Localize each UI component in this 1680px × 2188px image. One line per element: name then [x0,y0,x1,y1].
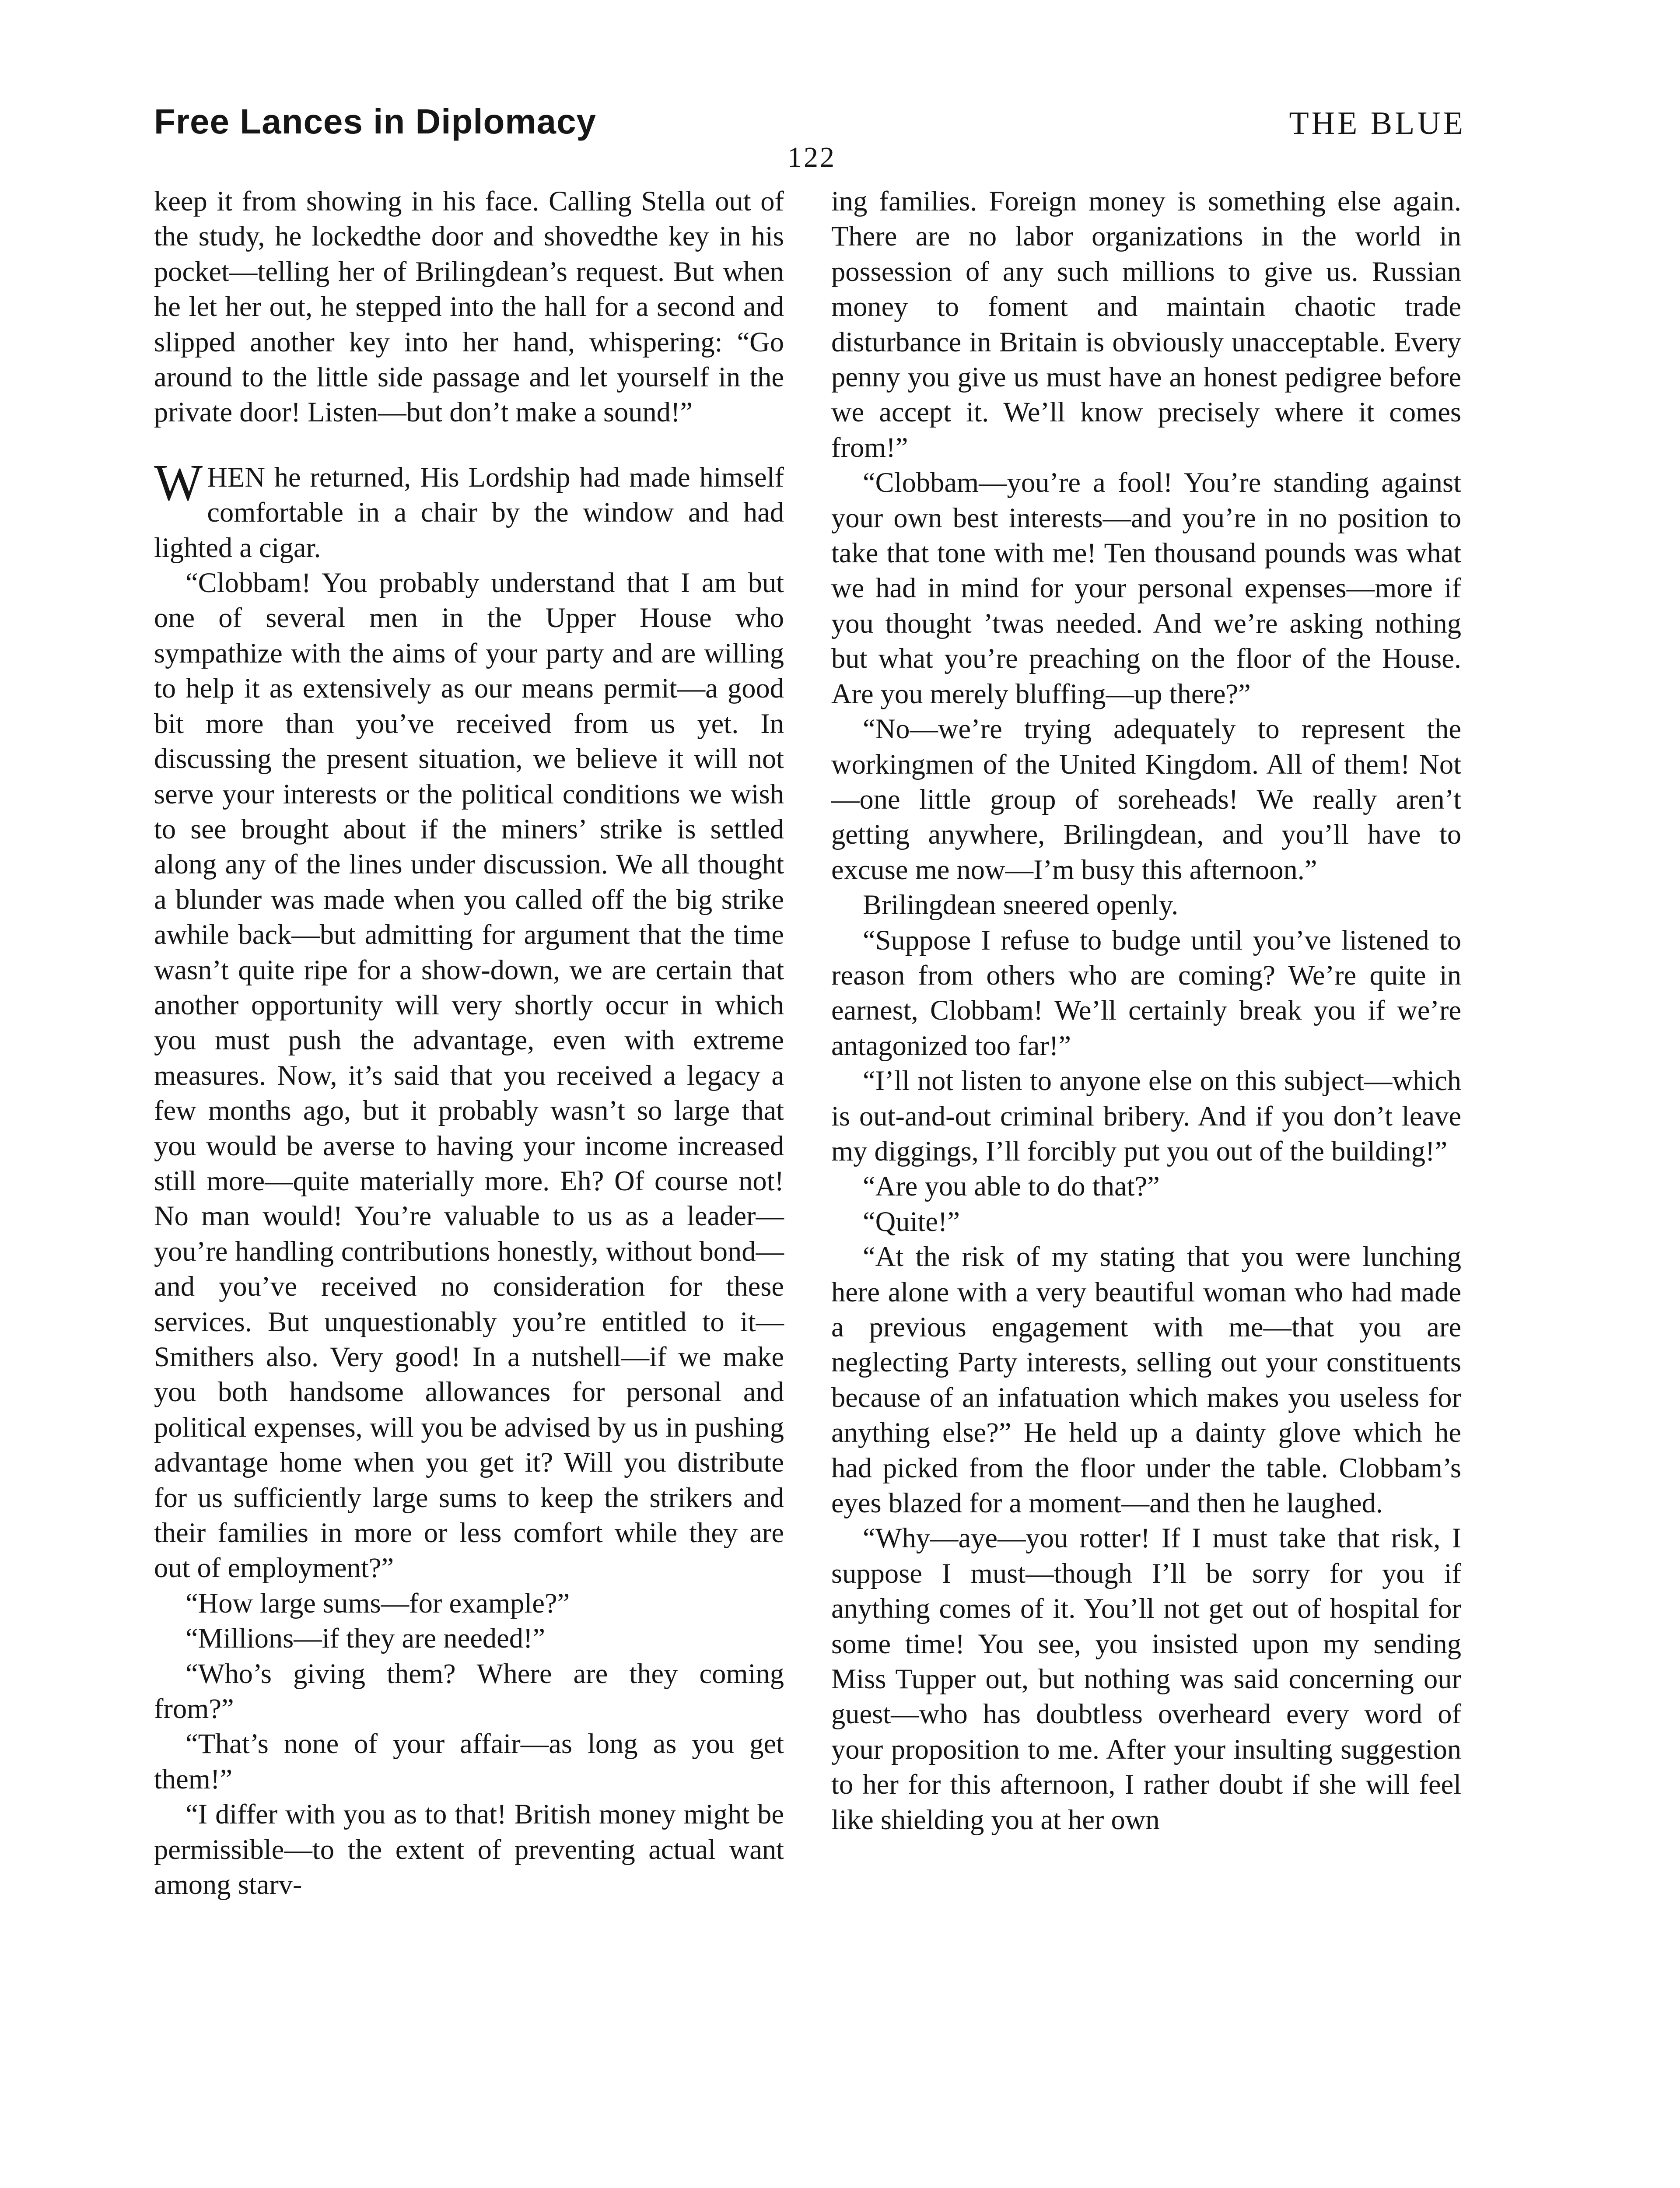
page-number: 122 [788,141,836,173]
right-column [831,184,1461,1837]
left-column [154,184,784,1903]
paragraph: “I’ll not listen to anyone else on this subject—which is out-and-out criminal bribery. And if you don’t leave my diggings, I’ll forcibly put you out of the building!” [831,1065,1461,1167]
paragraph: “That’s none of your affair—as long as you get them!” [154,1728,784,1795]
paragraph: Brilingdean sneered openly. [863,889,1179,921]
paragraph: “At the risk of my stating that you were lunching here alone with a very beautiful woman who had made a previous engagement with me—that you are neglecting Party interests, selling out your constituents because of an infatuation which makes you useless for anything else?” He held up a dainty glove which he had picked from the floor under the table. Clobbam’s eyes blazed for a moment—and then he laughed. [831,1241,1461,1519]
drop-cap: W [154,453,203,511]
paragraph: “Are you able to do that?” [863,1171,1160,1202]
paragraph: “How large sums—for example?” [186,1587,570,1619]
section-paragraph [154,453,784,565]
paragraph: keep it from showing in his face. Calling Stella out of the study, he lockedthe door and shovedthe key in his pocket—telling her of Brilingdean’s request. But when he let her out, he stepped into the hall for a second and slipped another key into her hand, whispering: “Go around to the little side passage and let yourself in the private door! Listen—but don’t make a sound!” [154,186,784,428]
paragraph: “Who’s giving them? Where are they coming from?” [154,1658,784,1725]
paragraph: “Suppose I refuse to budge until you’ve listened to reason from others who are coming? We’re quite in earnest, Clobbam! We’ll certainly break you if we’re antagonized too far!” [831,924,1461,1061]
paragraph: “Millions—if they are needed!” [186,1623,546,1654]
story-title: Free Lances in Diplomacy [154,102,597,141]
paragraph: “Clobbam—you’re a fool! You’re standing against your own best interests—and you’re in no position to take that tone with me! Ten thousand pounds was what we had in mind for your personal expenses—more if you thought ’twas needed. And we’re asking nothing but what you’re preaching on the floor of the House. Are you merely bluffing—up there?” [831,467,1461,709]
paragraph: “Quite!” [863,1206,960,1237]
paragraph-text: HEN he returned, His Lordship had made himself comfortable in a chair by the window and had lighted a cigar. [154,461,784,563]
paragraph: ing families. Foreign money is something else again. There are no labor organizations in the world in possession of any such millions to give us. Russian money to foment and maintain chaotic trade disturbance in Britain is obviously unacceptable. Every penny you give us must have an honest pedigree before we accept it. We’ll know precisely where it comes from!” [831,186,1461,463]
magazine-name: THE BLUE [1289,105,1466,141]
paragraph: “Why—aye—you rotter! If I must take that risk, I suppose I must—though I’ll be sorry for you if anything comes of it. You’ll not get out of hospital for some time! You see, you insisted upon my sending Miss Tupper out, but nothing was said concerning our guest—who has doubtless overheard every word of your proposition to me. After your insulting suggestion to her for this afternoon, I rather doubt if she will feel like shielding you at her own [831,1522,1461,1835]
paragraph: “No—we’re trying adequately to represent the workingmen of the United Kingdom. All of them! Not—one little group of soreheads! We really aren’t getting anywhere, Brilingdean, and you’ll have to excuse me now—I’m busy this afternoon.” [831,713,1461,885]
paragraph: “Clobbam! You probably understand that I am but one of several men in the Upper House who sympathize with the aims of your party and are willing to help it as extensively as our means permit—a good bit more than you’ve received from us yet. In discussing the present situation, we believe it will not serve your interests or the political conditions we wish to see brought about if the miners’ strike is settled along any of the lines under discussion. We all thought a blunder was made when you called off the big strike awhile back—but admitting for argument that the time wasn’t quite ripe for a show-down, we are certain that another opportunity will very shortly occur in which you must push the advantage, even with extreme measures. Now, it’s said that you received a legacy a few months ago, but it probably wasn’t so large that you would be averse to having your income increased still more—quite materially more. Eh? Of course not! No man would! You’re valuable to us as a leader—you’re handling contributions honestly, without bond—and you’ve received no consideration for these services. But unquestionably you’re entitled to it—Smithers also. Very good! In a nutshell—if we make you both handsome allowances for personal and political expenses, will you be advised by us in pushing advantage home when you get it? Will you distribute for us sufficiently large sums to keep the strikers and their families in more or less comfort while they are out of employment?” [154,567,784,1584]
paragraph: “I differ with you as to that! British money might be permissible—to the extent of preventing actual want among starv- [154,1799,784,1900]
